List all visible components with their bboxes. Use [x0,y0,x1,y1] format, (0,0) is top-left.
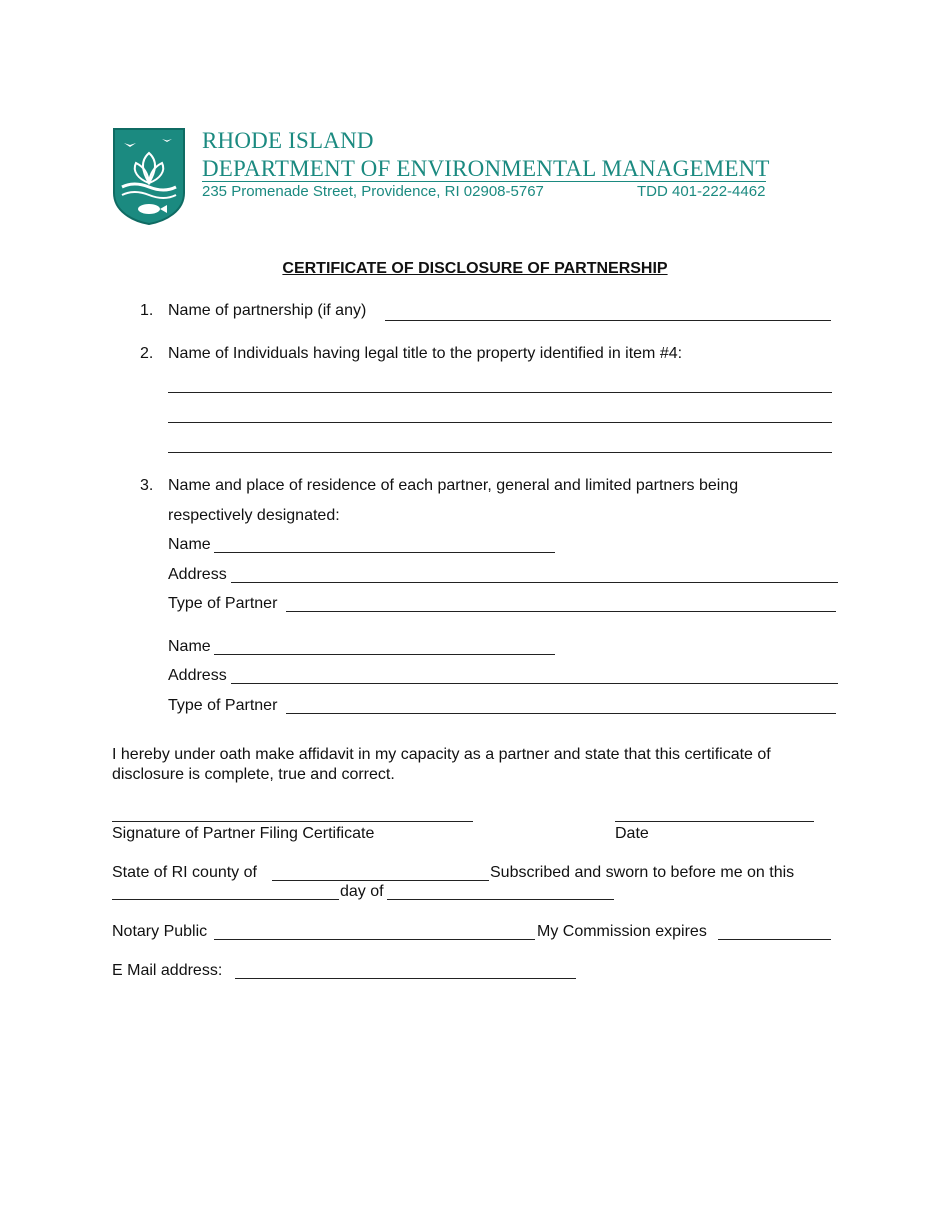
notary-public-field[interactable] [214,939,535,940]
state-county-label: State of RI county of [112,864,257,881]
item3-label-line2: respectively designated: [168,507,340,524]
org-underline [202,181,766,182]
legal-title-field-1[interactable] [168,392,832,393]
org-name-line1: RHODE ISLAND [202,128,374,153]
org-address: 235 Promenade Street, Providence, RI 02908-5767 [202,183,544,200]
form-title: CERTIFICATE OF DISCLOSURE OF PARTNERSHIP [282,260,668,277]
legal-title-field-2[interactable] [168,422,832,423]
partner2-address-field[interactable] [231,683,838,684]
affidavit-text-line2: disclosure is complete, true and correct. [112,766,395,783]
item3-label-line1: Name and place of residence of each partner, general and limited partners being [168,477,739,494]
notary-public-label: Notary Public [112,923,208,940]
partner1-type-field[interactable] [286,611,836,612]
county-field[interactable] [272,880,489,881]
signature-label: Signature of Partner Filing Certificate [112,825,375,842]
date-label: Date [615,825,649,842]
commission-expires-label: My Commission expires [537,923,707,940]
email-label: E Mail address: [112,962,223,979]
partner1-address-field[interactable] [231,582,838,583]
item1-label: Name of partnership (if any) [168,302,367,319]
email-field[interactable] [235,978,576,979]
item2-label: Name of Individuals having legal title to the property identified in item #4: [168,345,683,362]
item3-number: 3. [140,477,154,494]
partner2-type-field[interactable] [286,713,836,714]
item2-number: 2. [140,345,154,362]
sworn-day-field[interactable] [112,899,339,900]
legal-title-field-3[interactable] [168,452,832,453]
partner1-name-field[interactable] [214,552,555,553]
commission-expires-field[interactable] [718,939,831,940]
partnership-name-field[interactable] [385,320,831,321]
ri-dem-logo-icon [112,127,186,225]
partner1-address-label: Address [168,566,227,583]
partner2-type-label: Type of Partner [168,697,278,714]
signature-field[interactable] [112,821,473,822]
partner1-name-label: Name [168,536,211,553]
affidavit-text-line1: I hereby under oath make affidavit in my capacity as a partner and state that this certificate of [112,746,771,763]
subscribed-label: Subscribed and sworn to before me on this [490,864,795,881]
org-name-line2: DEPARTMENT OF ENVIRONMENTAL MANAGEMENT [202,156,770,181]
date-field[interactable] [615,821,814,822]
sworn-month-field[interactable] [387,899,614,900]
partner2-name-field[interactable] [214,654,555,655]
item1-number: 1. [140,302,154,319]
partner1-type-label: Type of Partner [168,595,278,612]
partner2-name-label: Name [168,638,211,655]
org-tdd: TDD 401-222-4462 [637,183,766,200]
day-of-label: day of [340,883,384,900]
partner2-address-label: Address [168,667,227,684]
